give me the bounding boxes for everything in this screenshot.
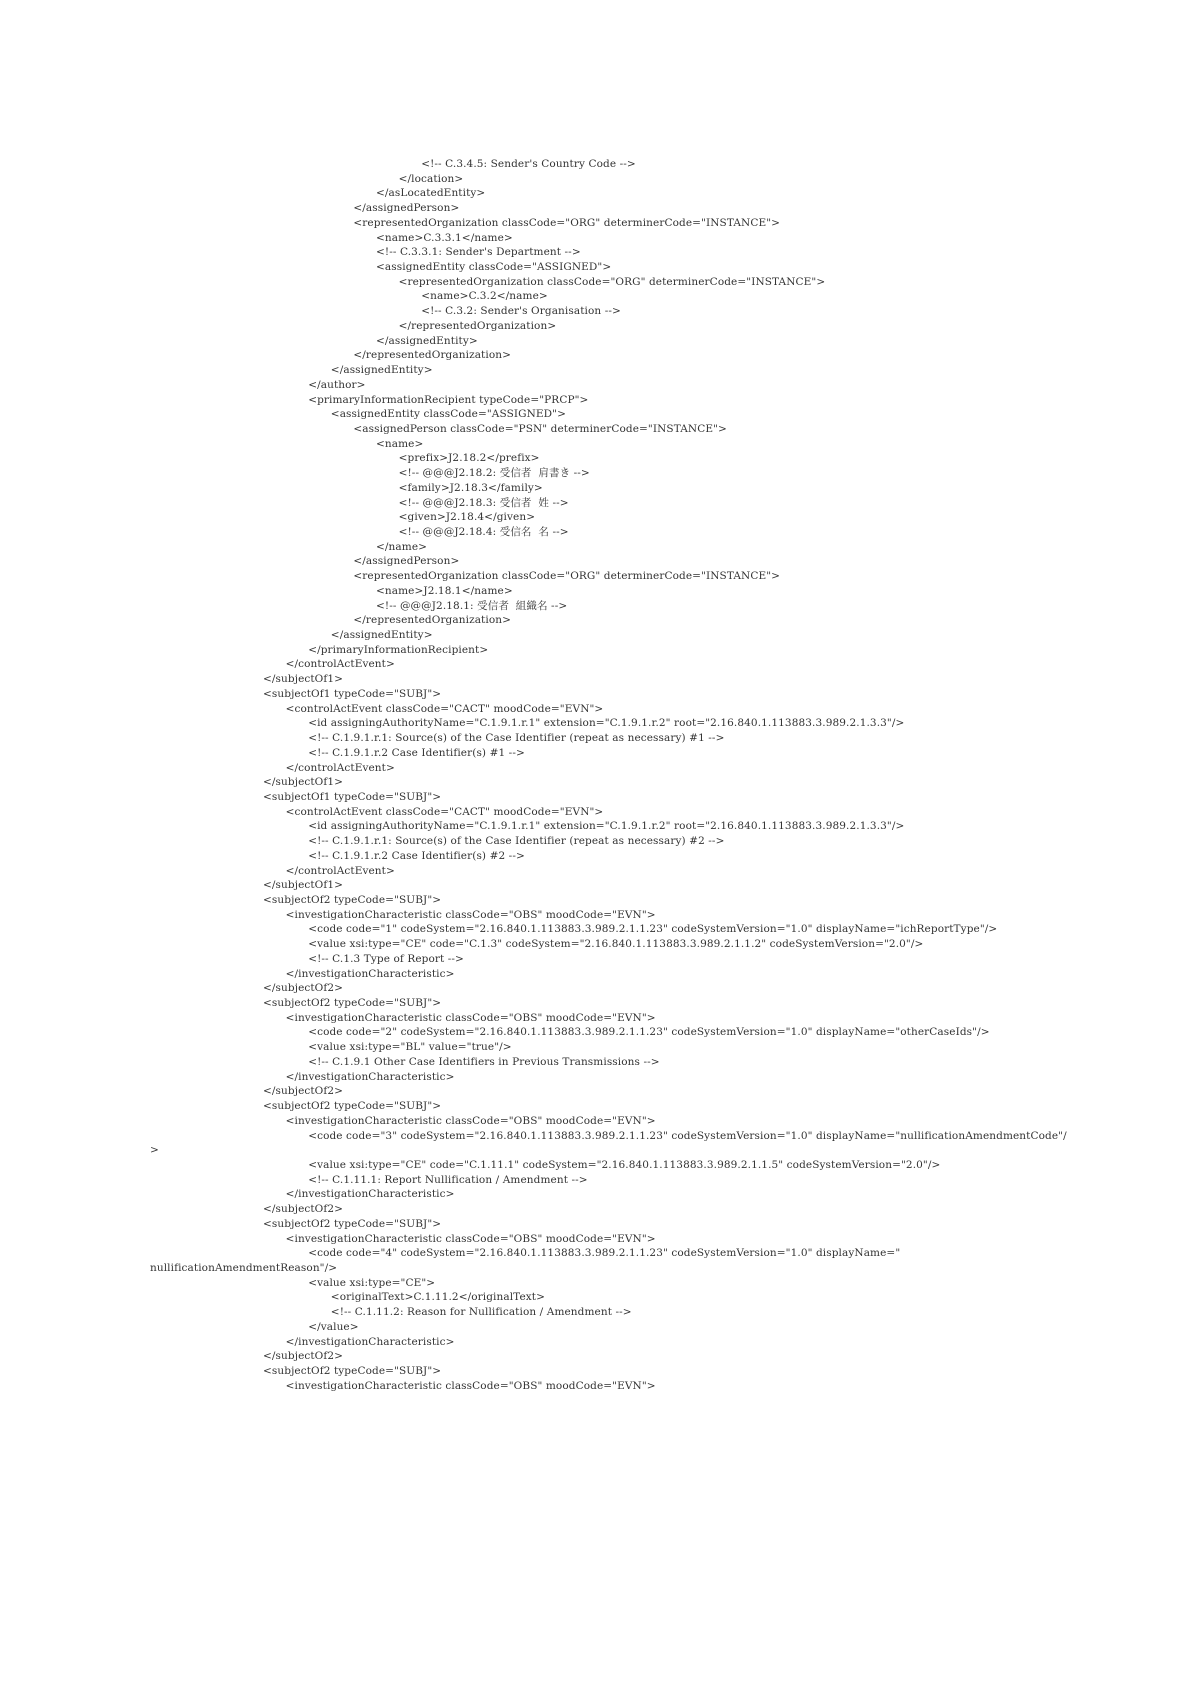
code-line: <!-- C.3.4.5: Sender's Country Code --> [421,158,636,170]
code-line: <!-- C.1.9.1.r.2 Case Identifier(s) #1 --> [308,746,525,759]
code-line: </controlActEvent> [285,658,395,671]
code-line: </controlActEvent> [285,761,395,774]
code-line: <subjectOf2 typeCode="SUBJ"> [263,894,442,906]
code-line: <name>C.3.2</name> [421,290,548,303]
code-line: <!-- C.1.11.2: Reason for Nullification / Amendment --> [330,1306,632,1319]
code-line: </primaryInformationRecipient> [308,643,489,656]
code-line: <subjectOf2 typeCode="SUBJ"> [263,1100,442,1113]
code-line: <family>J2.18.3</family> [398,481,543,494]
code-line: <!-- C.3.2: Sender's Organisation --> [421,305,621,318]
code-line: <value xsi:type="CE"> [308,1276,436,1289]
code-line: </asLocatedEntity> [376,187,486,200]
code-line: <!-- C.1.9.1 Other Case Identifiers in Previous Transmissions --> [308,1055,660,1068]
code-line: <investigationCharacteristic classCode="OBS" moodCode="EVN"> [285,1232,656,1245]
code-line: </assignedPerson> [353,555,460,568]
code-line: </value> [308,1320,359,1333]
code-line: <representedOrganization classCode="ORG" determinerCode="INSTANCE"> [398,275,826,288]
code-line: <!-- C.1.9.1.r.2 Case Identifier(s) #2 --> [308,849,525,862]
code-line: </name> [376,540,428,553]
code-line: </subjectOf2> [263,1203,344,1216]
code-line: <value xsi:type="CE" code="C.1.11.1" codeSystem="2.16.840.1.113883.3.989.2.1.1.5" codeSystemVersion="2.0"/> [308,1158,941,1171]
code-line: </assignedEntity> [330,364,433,377]
code-line: <name> [376,437,424,450]
code-line: <representedOrganization classCode="ORG" determinerCode="INSTANCE"> [353,570,781,583]
code-line: </subjectOf2> [263,1350,344,1363]
code-line: <!-- C.1.9.1.r.1: Source(s) of the Case Identifier (repeat as necessary) #2 --> [308,835,725,848]
code-line: </assignedEntity> [330,629,433,642]
code-line: </subjectOf1> [263,879,344,892]
code-line: <!-- @@@J2.18.1: 受信者 組織名 --> [376,599,568,612]
code-line: <code code="1" codeSystem="2.16.840.1.113883.3.989.2.1.1.23" codeSystemVersion="1.0" displayName="ichReportType"/> [308,923,998,936]
code-line: </controlActEvent> [285,864,395,877]
code-line: <!-- C.1.11.1: Report Nullification / Amendment --> [308,1173,588,1186]
code-line: <controlActEvent classCode="CACT" moodCode="EVN"> [285,805,604,818]
code-line: <investigationCharacteristic classCode="OBS" moodCode="EVN"> [285,1379,656,1392]
code-line: <subjectOf2 typeCode="SUBJ"> [263,1217,442,1230]
code-line: <subjectOf1 typeCode="SUBJ"> [263,790,442,803]
code-line: </subjectOf1> [263,673,344,686]
code-line: <given>J2.18.4</given> [398,511,536,524]
code-line: <prefix>J2.18.2</prefix> [398,452,540,465]
code-line: <name>J2.18.1</name> [376,584,513,597]
code-line: <controlActEvent classCode="CACT" moodCode="EVN"> [285,702,604,715]
code-line: <subjectOf2 typeCode="SUBJ"> [263,1365,442,1378]
code-line: <investigationCharacteristic classCode="OBS" moodCode="EVN"> [285,1114,656,1127]
code-line: </assignedEntity> [376,334,478,347]
code-line: </assignedPerson> [353,202,460,215]
code-line: </investigationCharacteristic> [285,1188,455,1201]
code-line: <name>C.3.3.1</name> [376,231,513,244]
code-line: </author> [308,378,366,391]
code-line: <representedOrganization classCode="ORG" determinerCode="INSTANCE"> [353,216,781,229]
code-line: nullificationAmendmentReason"/> [150,1262,338,1274]
code-line: <id assigningAuthorityName="C.1.9.1.r.1" extension="C.1.9.1.r.2" root="2.16.840.1.113883.3.989.2.1.3.3"/> [308,820,905,833]
code-line: </subjectOf2> [263,1085,344,1098]
code-line: </investigationCharacteristic> [285,967,455,980]
code-line: <subjectOf1 typeCode="SUBJ"> [263,687,442,700]
code-line: <subjectOf2 typeCode="SUBJ"> [263,997,442,1010]
code-line: </investigationCharacteristic> [285,1335,455,1348]
code-line: <value xsi:type="CE" code="C.1.3" codeSystem="2.16.840.1.113883.3.989.2.1.1.2" codeSystemVersion="2.0"/> [308,938,924,951]
code-line: <!-- @@@J2.18.2: 受信者 肩書き --> [398,467,590,480]
code-line: </subjectOf2> [263,982,344,995]
code-line: <assignedPerson classCode="PSN" determinerCode="INSTANCE"> [353,422,727,435]
code-line: </representedOrganization> [398,319,557,332]
code-line: <!-- C.1.9.1.r.1: Source(s) of the Case Identifier (repeat as necessary) #1 --> [308,732,725,745]
code-line: <code code="4" codeSystem="2.16.840.1.113883.3.989.2.1.1.23" codeSystemVersion="1.0" displayName=" [308,1247,901,1260]
code-line: </representedOrganization> [353,614,512,627]
code-line: <investigationCharacteristic classCode="OBS" moodCode="EVN"> [285,1011,656,1024]
code-line: </representedOrganization> [353,349,512,362]
code-line: <assignedEntity classCode="ASSIGNED"> [330,408,567,421]
code-line: <id assigningAuthorityName="C.1.9.1.r.1" extension="C.1.9.1.r.2" root="2.16.840.1.113883.3.989.2.1.3.3"/> [308,717,905,730]
code-line: > [150,1144,159,1157]
code-line: </investigationCharacteristic> [285,1070,455,1083]
code-line: <originalText>C.1.11.2</originalText> [330,1291,546,1304]
code-line: <!-- C.1.3 Type of Report --> [308,952,464,965]
code-line: <code code="3" codeSystem="2.16.840.1.113883.3.989.2.1.1.23" codeSystemVersion="1.0" displayName="nullificationAmendmentCode"/ [308,1129,1067,1142]
code-line: <assignedEntity classCode="ASSIGNED"> [376,261,612,274]
code-line: <!-- C.3.3.1: Sender's Department --> [376,246,581,259]
code-line: <!-- @@@J2.18.3: 受信者 姓 --> [398,496,569,509]
code-line: </location> [398,172,464,185]
code-line: <investigationCharacteristic classCode="OBS" moodCode="EVN"> [285,908,656,921]
code-line: <!-- @@@J2.18.4: 受信名 名 --> [398,526,569,538]
code-line: <value xsi:type="BL" value="true"/> [308,1041,512,1054]
code-line: <code code="2" codeSystem="2.16.840.1.113883.3.989.2.1.1.23" codeSystemVersion="1.0" displayName="otherCaseIds"/> [308,1026,990,1039]
code-line: </subjectOf1> [263,776,344,789]
code-line: <primaryInformationRecipient typeCode="PRCP"> [308,393,589,406]
